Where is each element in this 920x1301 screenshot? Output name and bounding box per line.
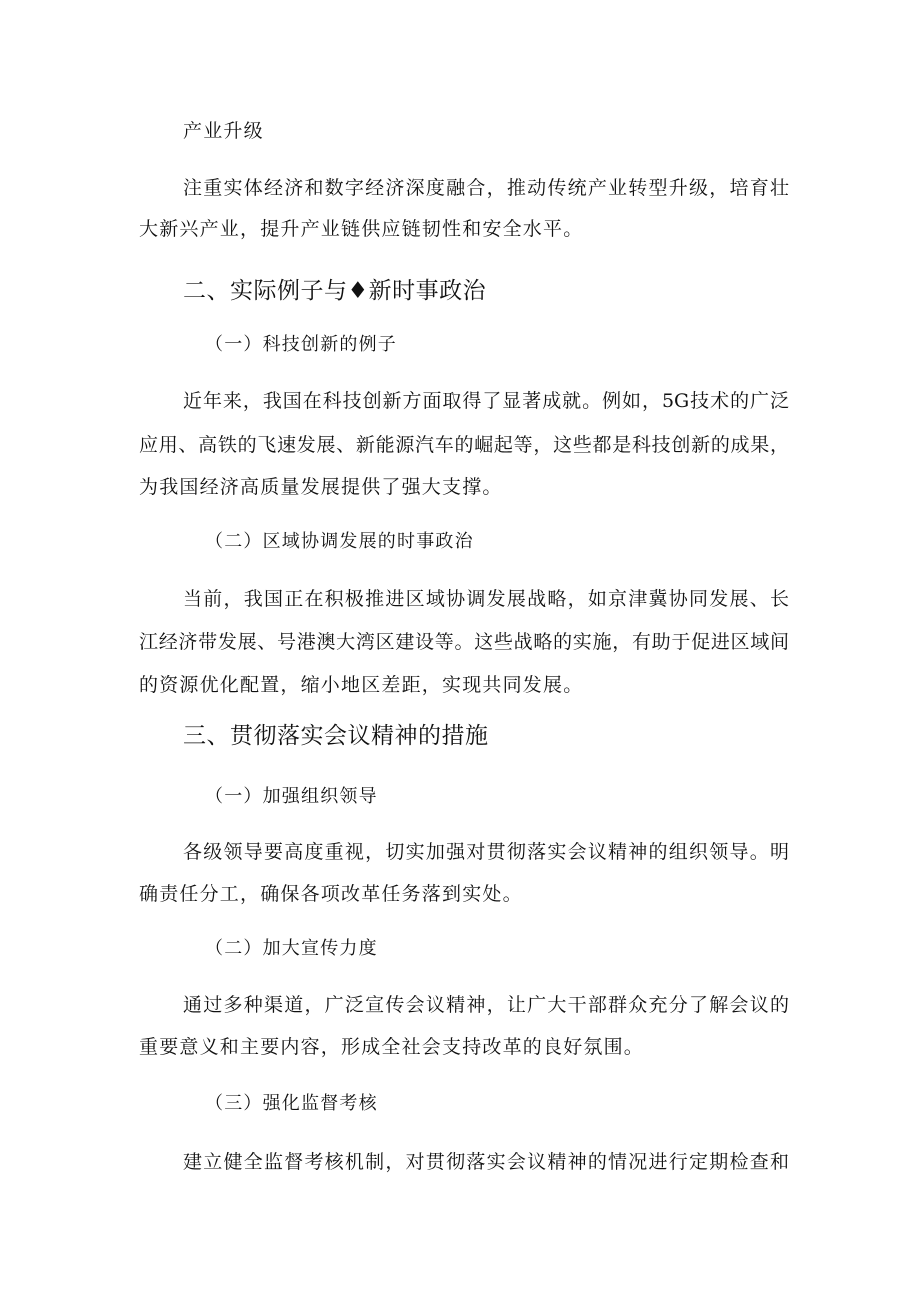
paragraph-line: 注重实体经济和数字经济深度融合，推动传统产业转型升级，培育壮 [183, 177, 789, 199]
paragraph-line: 为我国经济高质量发展提供了强大支撑。 [139, 476, 503, 498]
section-heading: 三、贯彻落实会议精神的措施 [183, 723, 489, 749]
paragraph-line: 江经济带发展、号港澳大湾区建设等。这些战略的实施，有助于促进区域间 [139, 631, 789, 653]
subsection-heading: （一）科技创新的例子 [205, 334, 397, 355]
paragraph-line: 产业升级 [183, 120, 264, 142]
section-heading: 二、实际例子与♦新时事政治 [183, 278, 487, 304]
paragraph-line: 通过多种渠道，广泛宣传会议精神，让广大干部群众充分了解会议的 [183, 994, 789, 1016]
subsection-heading: （一）加强组织领导 [205, 786, 378, 807]
paragraph-line: 的资源优化配置，缩小地区差距，实现共同发展。 [139, 674, 584, 696]
paragraph-line: 各级领导要高度重视，切实加强对贯彻落实会议精神的组织领导。明 [183, 841, 789, 863]
paragraph-line: 重要意义和主要内容，形成全社会支持改革的良好氛围。 [139, 1036, 645, 1058]
paragraph-line: 确责任分工，确保各项改革任务落到实处。 [139, 883, 523, 905]
paragraph-line: 大新兴产业，提升产业链供应链韧性和安全水平。 [139, 218, 584, 240]
subsection-heading: （三）强化监督考核 [205, 1093, 378, 1114]
paragraph-line: 当前，我国正在积极推进区域协调发展战略，如京津冀协同发展、长 [183, 588, 789, 610]
subsection-heading: （二）加大宣传力度 [205, 938, 378, 959]
paragraph-line: 应用、高铁的飞速发展、新能源汽车的崛起等，这些都是科技创新的成果， [139, 434, 789, 456]
paragraph-line: 建立健全监督考核机制，对贯彻落实会议精神的情况进行定期检查和 [183, 1151, 789, 1173]
paragraph-line: 近年来，我国在科技创新方面取得了显著成就。例如，5G技术的广泛 [183, 390, 789, 412]
subsection-heading: （二）区域协调发展的时事政治 [205, 531, 474, 552]
